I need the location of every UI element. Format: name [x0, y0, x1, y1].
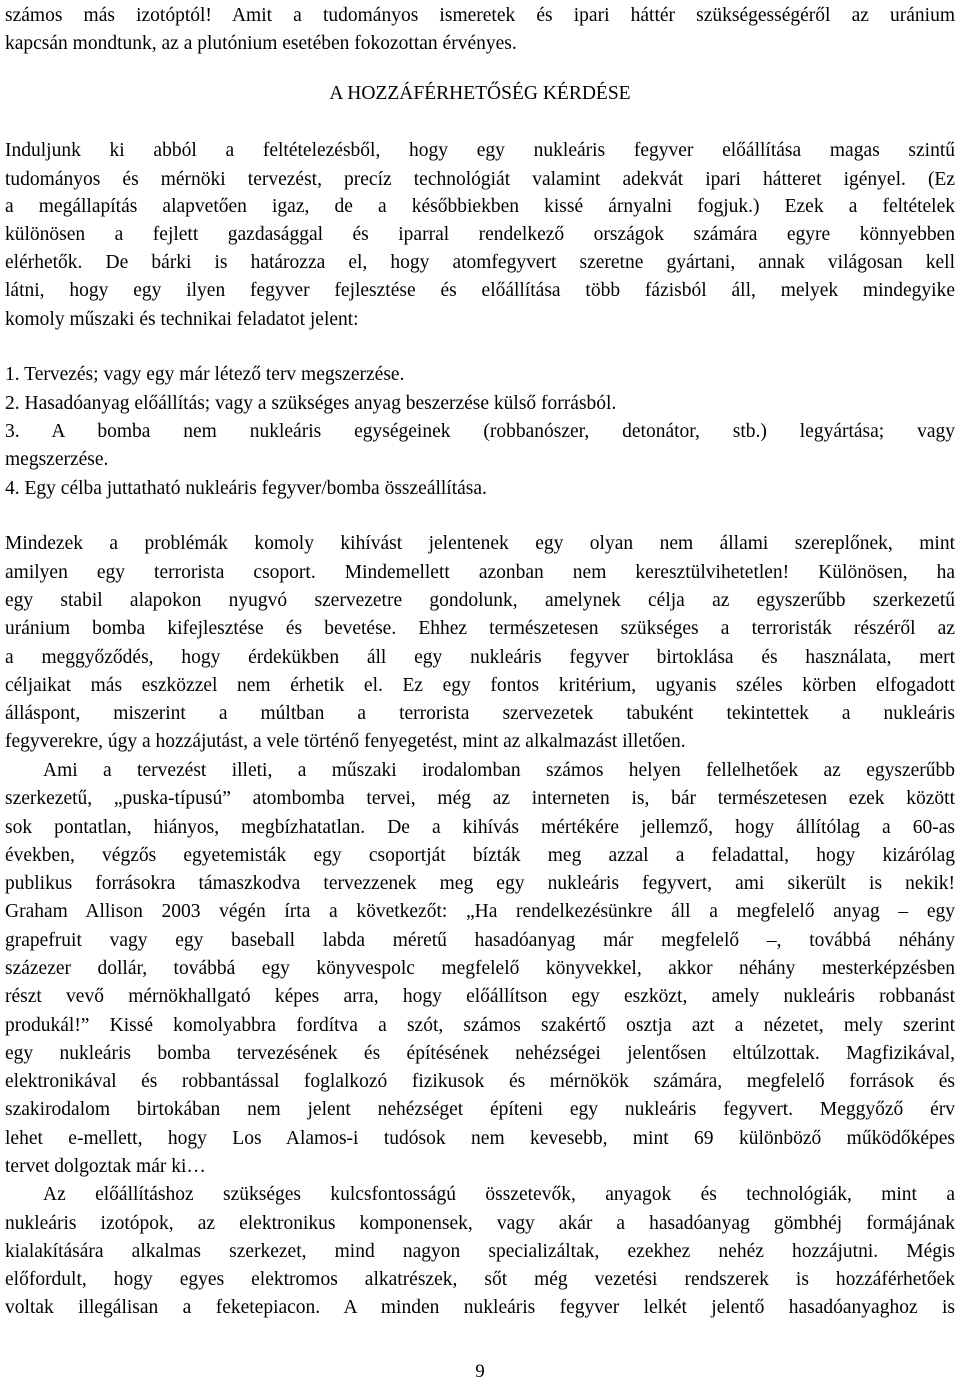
text-line: amilyen egy terrorista csoport. Mindemellett azonban nem keresztülvihetetlen! Különösen, ha: [5, 562, 955, 583]
text-line: 2. Hasadóanyag előállítás; vagy a szükséges anyag beszerzése külső forrásból.: [5, 393, 617, 414]
text-line: 1. Tervezés; vagy egy már létező terv megszerzése.: [5, 364, 405, 385]
text-line: százezer dollár, továbbá egy könyvespolc megfelelő könyvekkel, akkor néhány mesterképzésben: [5, 958, 955, 979]
text-line: számos más izotóptól! Amit a tudományos ismeretek és ipari háttér szükségességéről az uránium: [5, 5, 955, 26]
text-line: egy stabil alapokon nyugvó szervezetre gondolunk, amelynek célja az egyszerűbb szerkezetű: [5, 590, 955, 611]
text-line: részt vevő mérnökhallgató képes arra, hogy előállítson egy eszközt, amely nukleáris robbanást: [5, 986, 955, 1007]
text-line: tudományos és mérnöki tervezést, precíz technológiát valamint adekvát ipari hátteret igényel. (Ez: [5, 169, 955, 190]
text-line: egy nukleáris bomba tervezésének és építésének nehézségei jelentősen eltúlzottak. Magfizikával,: [5, 1043, 955, 1064]
text-line: Graham Allison 2003 végén írta a következőt: „Ha rendelkezésünkre áll a megfelelő anyag – egy: [5, 901, 955, 922]
text-line: előfordult, hogy egyes elektromos alkatrészek, sőt még vezetési rendszerek is hozzáférhetőek: [5, 1269, 955, 1290]
text-line: megszerzése.: [5, 449, 109, 470]
text-line: látni, hogy egy ilyen fegyver fejlesztése és előállítása több fázisból áll, melyek mindegyike: [5, 280, 955, 301]
text-line: fegyverekre, úgy a hozzájutást, a vele történő fenyegetést, mint az alkalmazást illetően.: [5, 731, 686, 752]
text-line: tervet dolgoztak már ki…: [5, 1156, 206, 1177]
text-line: Az előállításhoz szükséges kulcsfontosságú összetevők, anyagok és technológiák, mint a: [43, 1184, 955, 1205]
text-line: komoly műszaki és technikai feladatot jelent:: [5, 309, 359, 330]
text-line: Induljunk ki abból a feltételezésből, hogy egy nukleáris fegyver előállítása magas szintű: [5, 140, 955, 161]
text-line: nukleáris izotópok, az elektronikus komponensek, vagy akár a hasadóanyag gömbhéj formájának: [5, 1213, 955, 1234]
text-line: voltak illegálisan a feketepiacon. A minden nukleáris fegyver lelkét jelentő hasadóanyaghoz is: [5, 1297, 955, 1318]
text-line: években, végzős egyetemisták egy csoportját bízták meg azzal a feladattal, hogy kizárólag: [5, 845, 955, 866]
text-line: különösen a fejlett gazdasággal és iparral rendelkező országok számára egyre könnyebben: [5, 224, 955, 245]
text-line: publikus forrásokra támaszkodva tervezzenek meg egy nukleáris fegyvert, ami sikerült is nekik!: [5, 873, 955, 894]
text-line: 4. Egy célba juttatható nukleáris fegyver/bomba összeállítása.: [5, 478, 487, 499]
text-line: céljaikat más eszközzel nem érhetik el. Ez egy fontos kritérium, ugyanis széles körben elfogadott: [5, 675, 955, 696]
text-line: lehet e-mellett, hogy Los Alamos-i tudósok nem kevesebb, mint 69 különböző működőképes: [5, 1128, 955, 1149]
text-line: Mindezek a problémák komoly kihívást jelentenek egy olyan nem állami szereplőnek, mint: [5, 533, 955, 554]
text-line: a meggyőződés, hogy érdekükben áll egy nukleáris fegyver birtoklása és használata, mert: [5, 647, 955, 668]
section-heading: A HOZZÁFÉRHETŐSÉG KÉRDÉSE: [329, 83, 631, 104]
text-line: álláspont, miszerint a múltban a terrorista szervezetek tabuként tekintettek a nukleáris: [5, 703, 955, 724]
text-line: sok pontatlan, hiányos, megbízhatatlan. De a kihívás mértékére jellemző, hogy állítólag a 60-as: [5, 817, 955, 838]
text-line: szakirodalom birtokában nem jelent nehézséget építeni egy nukleáris fegyvert. Meggyőző érv: [5, 1099, 955, 1120]
page-number: 9: [475, 1361, 485, 1382]
text-line: elérhetők. De bárki is határozza el, hogy atomfegyvert szeretne gyártani, annak világosan kell: [5, 252, 955, 273]
text-line: grapefruit vagy egy baseball labda méretű hasadóanyag már megfelelő –, továbbá néhány: [5, 930, 955, 951]
text-line: szerkezetű, „puska-típusú” atombomba tervei, még az interneten is, bár természetesen ezek között: [5, 788, 955, 809]
text-line: elektronikával és robbantással foglalkozó fizikusok és mérnökök számára, megfelelő források és: [5, 1071, 955, 1092]
text-line: kapcsán mondtunk, az a plutónium esetében fokozottan érvényes.: [5, 33, 517, 54]
text-line: Ami a tervezést illeti, a műszaki irodalomban számos helyen fellelhetőek az egyszerűbb: [43, 760, 955, 781]
text-line: a megállapítás alapvetően igaz, de a későbbiekben kissé árnyalni fogjuk.) Ezek a feltételek: [5, 196, 955, 217]
text-line: produkál!” Kissé komolyabbra fordítva a szót, számos szakértő osztja azt a nézetet, mely szerint: [5, 1015, 955, 1036]
text-line: uránium bomba kifejlesztése és bevetése. Ehhez természetesen szükséges a terroristák részéről az: [5, 618, 955, 639]
text-line: kialakítására alkalmas szerkezet, mind nagyon specializáltak, ezekhez nehéz hozzájutni. Mégis: [5, 1241, 955, 1262]
text-line: 3. A bomba nem nukleáris egységeinek (robbanószer, detonátor, stb.) legyártása; vagy: [5, 421, 955, 442]
